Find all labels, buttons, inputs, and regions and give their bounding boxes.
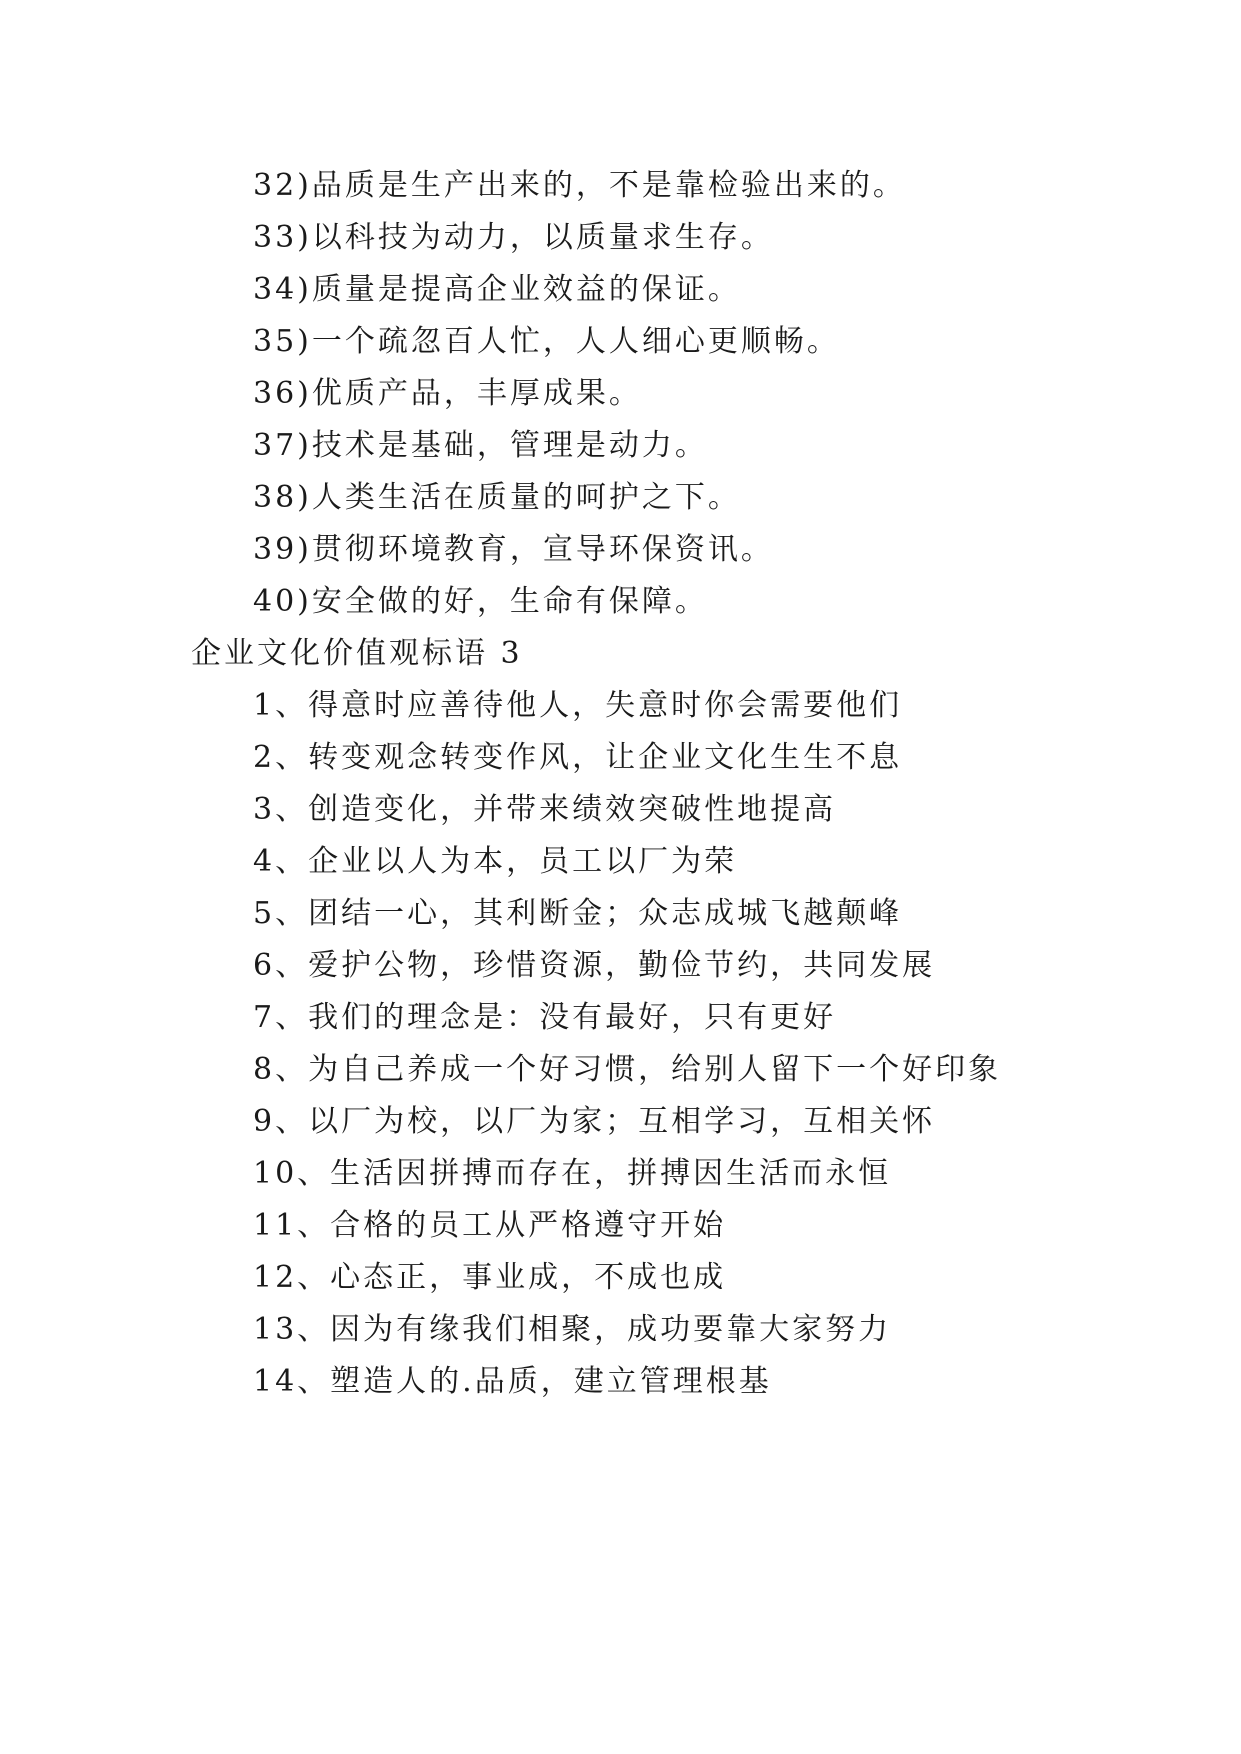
list-item: 36)优质产品，丰厚成果。 xyxy=(253,376,642,411)
list-item: 33)以科技为动力，以质量求生存。 xyxy=(253,220,774,255)
list-item: 14、塑造人的.品质，建立管理根基 xyxy=(253,1364,772,1399)
list-item: 1、得意时应善待他人，失意时你会需要他们 xyxy=(253,688,903,723)
list-item: 2、转变观念转变作风，让企业文化生生不息 xyxy=(253,740,903,775)
list-item: 7、我们的理念是：没有最好，只有更好 xyxy=(253,1000,837,1035)
section-title: 企业文化价值观标语 3 xyxy=(191,636,523,671)
list-item: 9、以厂为校，以厂为家；互相学习，互相关怀 xyxy=(253,1104,936,1139)
list-item: 4、企业以人为本，员工以厂为荣 xyxy=(253,844,738,879)
list-item: 6、爱护公物，珍惜资源，勤俭节约，共同发展 xyxy=(253,948,936,983)
list-item: 32)品质是生产出来的，不是靠检验出来的。 xyxy=(253,168,906,203)
list-item: 37)技术是基础，管理是动力。 xyxy=(253,428,708,463)
list-item: 8、为自己养成一个好习惯，给别人留下一个好印象 xyxy=(253,1052,1002,1087)
list-item: 39)贯彻环境教育，宣导环保资讯。 xyxy=(253,532,774,567)
list-item: 3、创造变化，并带来绩效突破性地提高 xyxy=(253,792,837,827)
list-item: 11、合格的员工从严格遵守开始 xyxy=(253,1208,727,1243)
list-item: 40)安全做的好，生命有保障。 xyxy=(253,584,708,619)
list-item: 34)质量是提高企业效益的保证。 xyxy=(253,272,741,307)
list-item: 12、心态正，事业成，不成也成 xyxy=(253,1260,727,1295)
list-item: 13、因为有缘我们相聚，成功要靠大家努力 xyxy=(253,1312,892,1347)
list-item: 35)一个疏忽百人忙，人人细心更顺畅。 xyxy=(253,324,840,359)
list-item: 5、团结一心，其利断金；众志成城飞越颠峰 xyxy=(253,896,903,931)
list-item: 10、生活因拼搏而存在，拼搏因生活而永恒 xyxy=(253,1156,892,1191)
list-item: 38)人类生活在质量的呵护之下。 xyxy=(253,480,741,515)
